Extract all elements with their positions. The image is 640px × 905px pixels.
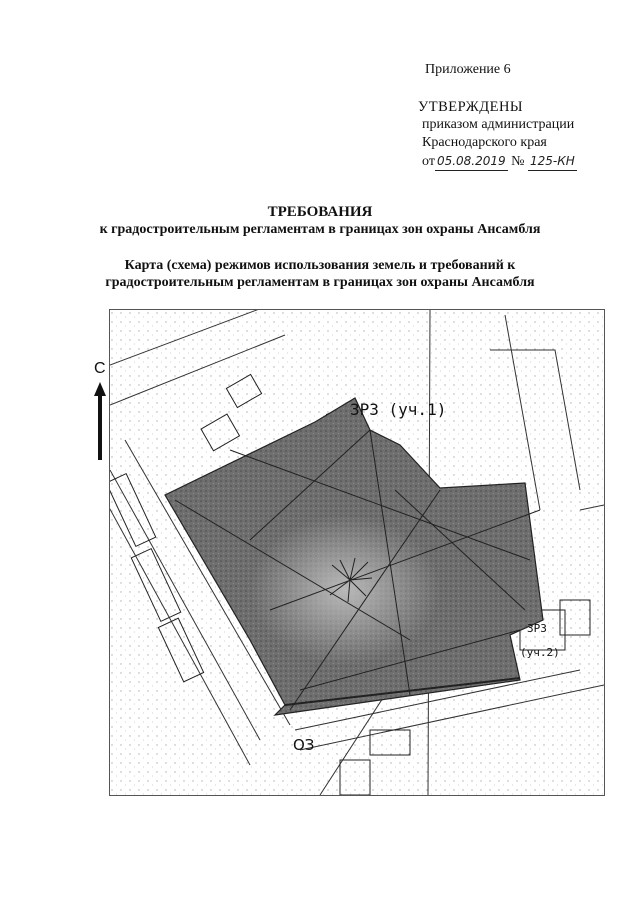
zone-label-1: ЗРЗ (уч.1) [350, 400, 447, 419]
map-title-line-1: Карта (схема) режимов использования земель и требований к [124, 258, 516, 273]
central-area [250, 515, 440, 665]
approval-line-1: приказом администрации [422, 117, 575, 132]
approved-heading: УТВЕРЖДЕНЫ [418, 99, 524, 115]
date-prefix: от [422, 154, 435, 169]
zone-label-2-sub: (уч.2) [520, 646, 560, 659]
approval-line-2: Краснодарского края [422, 135, 547, 150]
appendix-label: Приложение 6 [425, 62, 511, 77]
zone-label-oz: ОЗ [293, 736, 315, 754]
north-label: С [94, 360, 106, 377]
document-title: ТРЕБОВАНИЯ [267, 204, 373, 220]
handwritten-number: 125-КН [528, 152, 577, 171]
zone-label-2: ЗРЗ [527, 622, 547, 635]
map-title-line-2: градостроительным регламентам в границах зон охраны Ансамбля [105, 275, 535, 290]
document-subtitle: к градостроительным регламентам в границах зон охраны Ансамбля [99, 222, 541, 237]
number-prefix: № [511, 154, 525, 169]
handwritten-date: 05.08.2019 [435, 152, 508, 171]
zone-map-drawing [110, 310, 604, 795]
north-arrow-icon [93, 382, 107, 462]
approval-block [418, 98, 577, 171]
approval-date-line [418, 152, 577, 171]
zone-map [109, 309, 605, 796]
